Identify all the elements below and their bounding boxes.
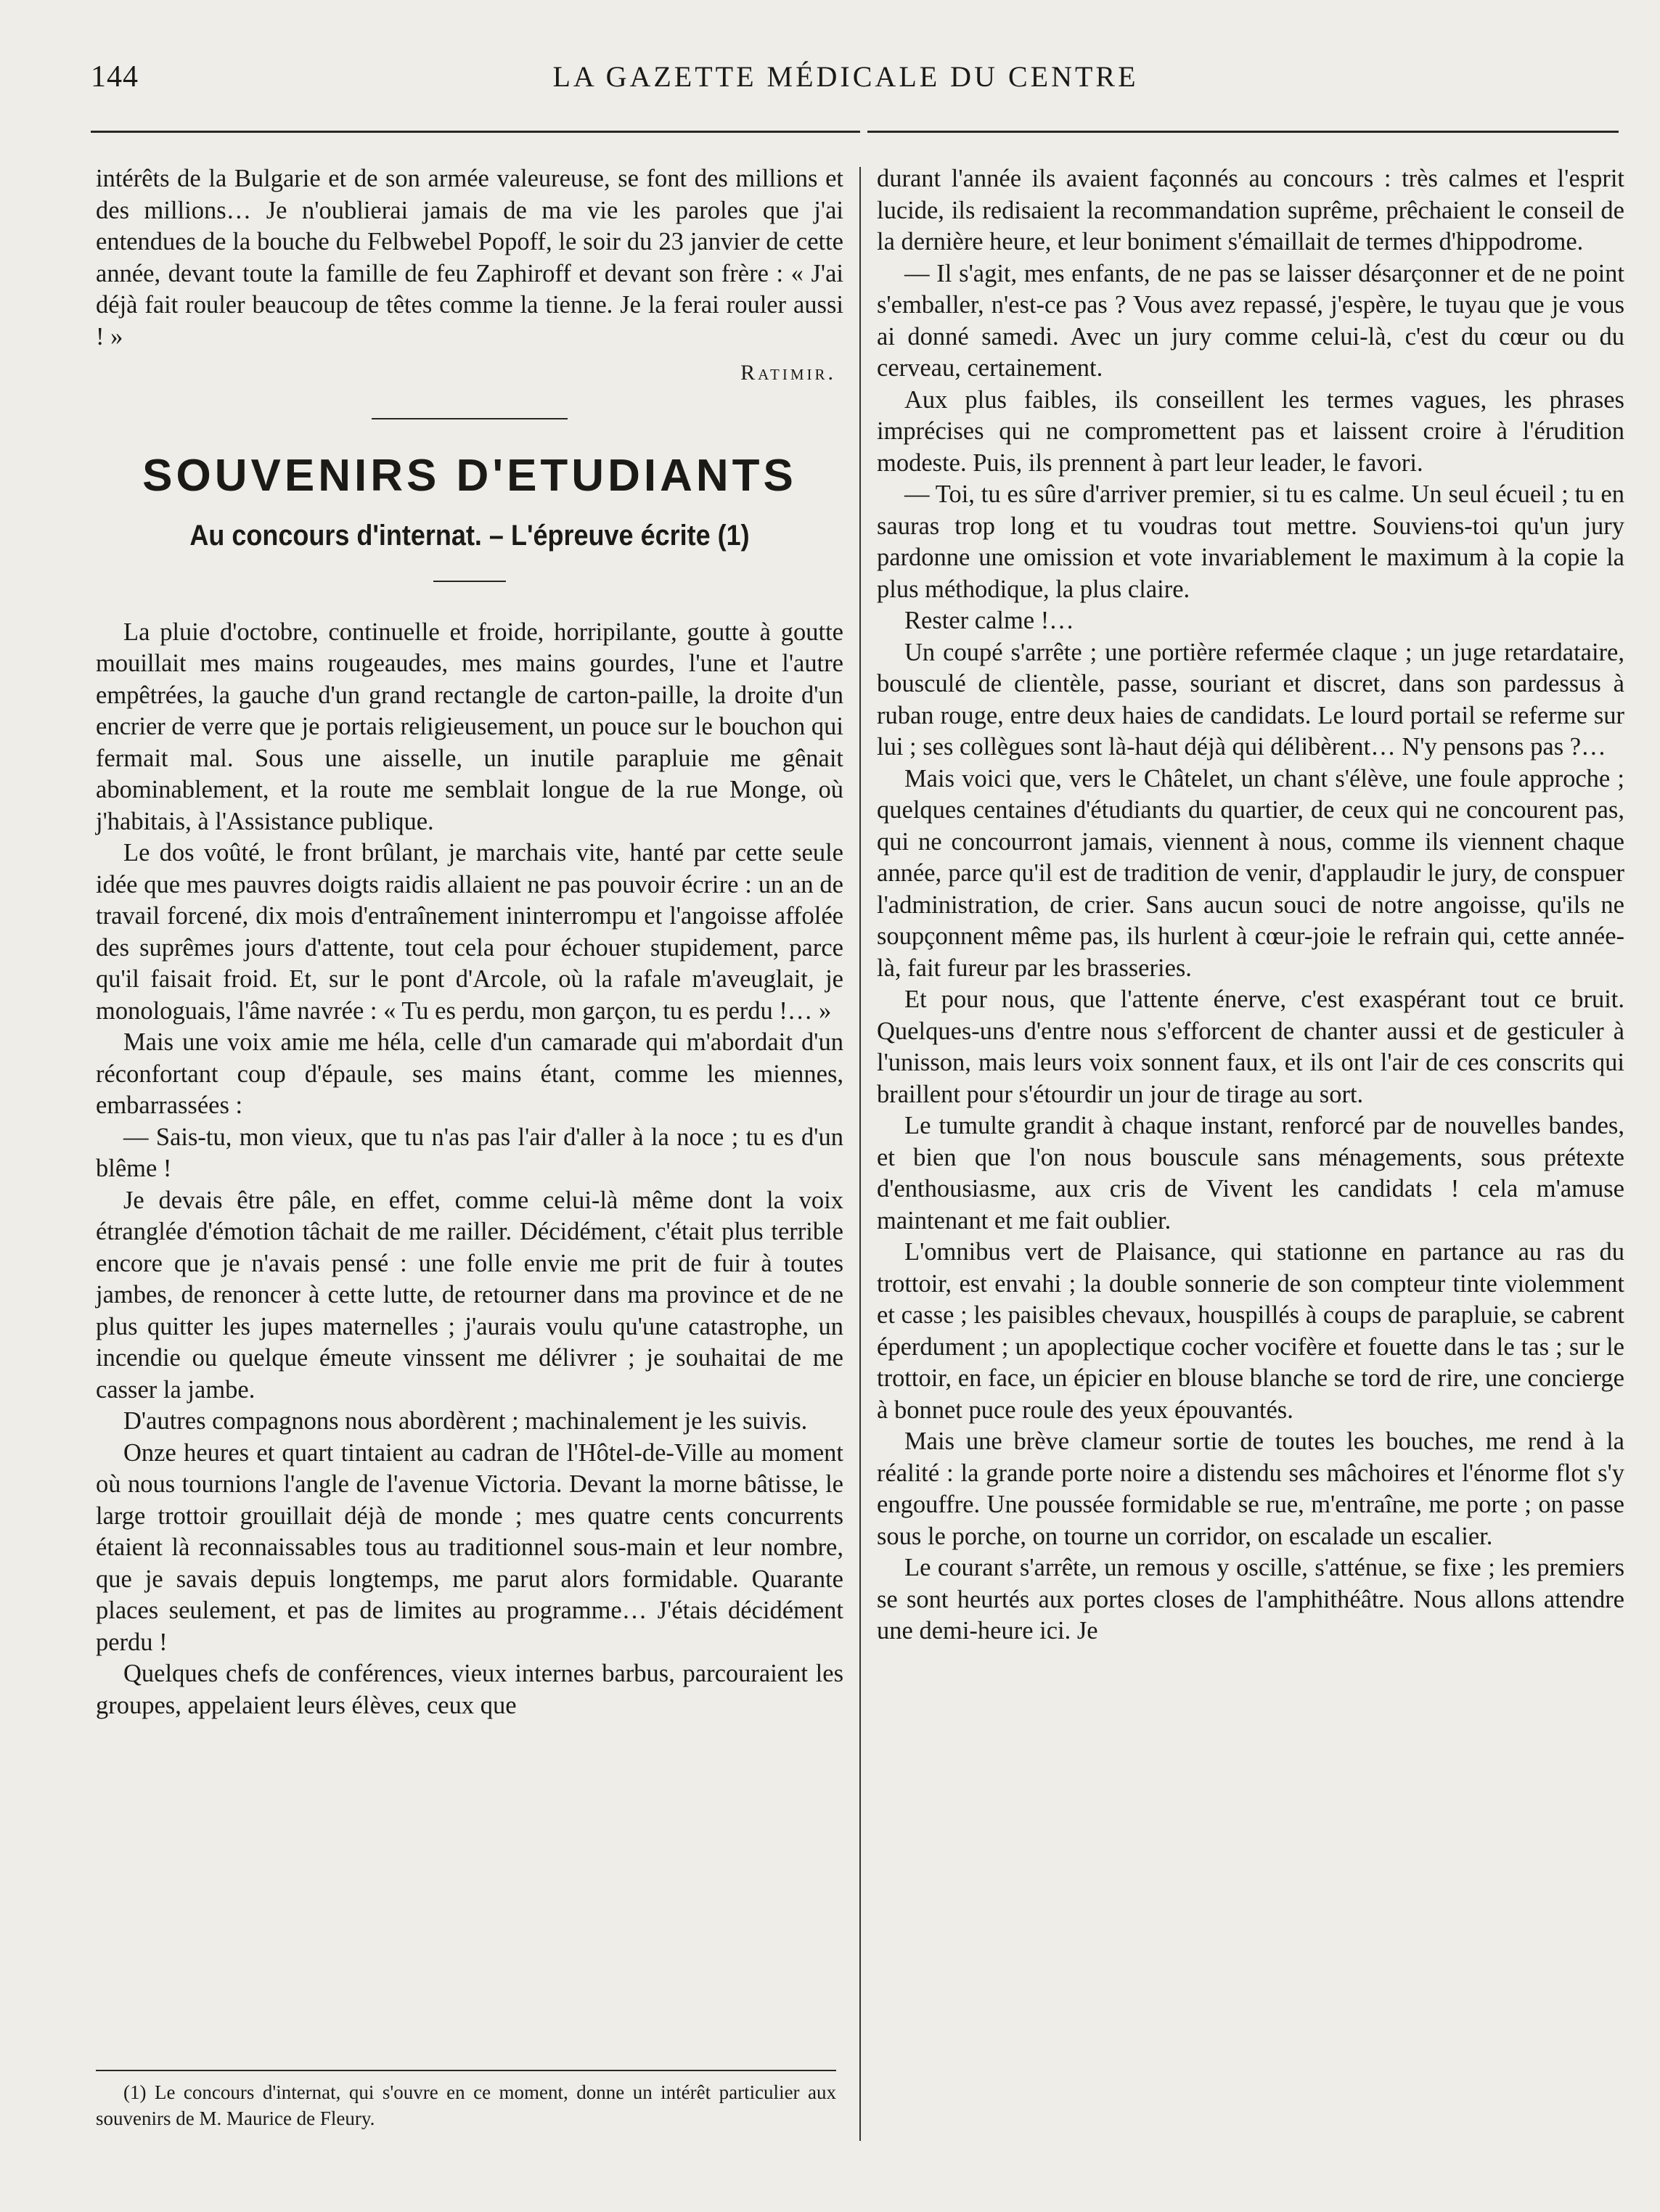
page-number: 144: [91, 60, 139, 94]
article-paragraph: Mais voici que, vers le Châtelet, un chant s'élève, une foule approche ; quelques centaines d'étudiants du quartier, de ceux qui ne concourent pas, qui ne concourront jamais, viennent à nous, comme ils viennent chaque année, parce qu'il est de tradition de venir, d'applaudir le jury, de conspuer l'administration, de crier. Sans aucun souci de notre angoisse, qu'ils ne soupçonnent même pas, ils hurlent à cœur-joie le refrain qui, cette année-là, fait fureur par les brasseries.: [877, 764, 1624, 982]
article-paragraph: Mais une brève clameur sortie de toutes les bouches, me rend à la réalité : la grande porte noire a distendu ses mâchoires et l'énorme flot s'y engouffre. Une poussée formidable se rue, m'entraîne, me porte ; on passe sous le porche, on tourne un corridor, on escalade un escalier.: [877, 1427, 1624, 1550]
article-paragraph: La pluie d'octobre, continuelle et froide, horripilante, goutte à goutte mouillait mes mains rougeaudes, mes mains gourdes, l'une et l'autre empêtrées, la gauche d'un grand rectangle de carton-paille, la droite d'un encrier de verre que je portais religieusement, un pouce sur le bouchon qui fermait mal. Sous une aisselle, un inutile parapluie me gênait abominablement, et la route me semblait longue de la rue Monge, où j'habitais, à l'Assistance publique.: [96, 618, 843, 835]
article-paragraph: Quelques chefs de conférences, vieux internes barbus, parcouraient les groupes, appelaient leurs élèves, ceux que: [96, 1660, 843, 1719]
article-subtitle: Au concours d'internat. – L'épreuve écrite (1): [189, 519, 750, 552]
title-separator: [433, 581, 506, 582]
column-divider: [859, 167, 861, 2141]
article-paragraph: D'autres compagnons nous abordèrent ; machinalement je les suivis.: [123, 1407, 808, 1435]
footnote-rule: [96, 2070, 836, 2071]
article-paragraph: Aux plus faibles, ils conseillent les termes vagues, les phrases imprécises qui ne compromettent pas et laissent croire à l'érudition modeste. Puis, ils prennent à part leur leader, le favori.: [877, 385, 1624, 477]
author-signature: Ratimir.: [740, 361, 836, 385]
article-paragraph: — Il s'agit, mes enfants, de ne pas se laisser désarçonner et de ne point s'emballer, n'est-ce pas ? Vous avez repassé, j'espère, le tuyau que je vous ai donné samedi. Avec un jury comme celui-là, c'est du cœur ou du cerveau, certainement.: [877, 259, 1624, 382]
article-paragraph: Onze heures et quart tintaient au cadran de l'Hôtel-de-Ville au moment où nous tournions l'angle de l'avenue Victoria. Devant la morne bâtisse, le large trottoir grouillait déjà de monde ; mes quatre cents concurrents étaient là reconnaissables tous au traditionnel sous-main et leur nombre, que je savais depuis longtemps, me parut alors formidable. Quarante places seulement, et pas de limites au programme… J'étais décidément perdu !: [96, 1438, 843, 1656]
footnote-text: (1) Le concours d'internat, qui s'ouvre en ce moment, donne un intérêt particulier aux souvenirs de M. Maurice de Fleury.: [96, 2081, 836, 2129]
section-separator: [372, 418, 568, 419]
article-paragraph: L'omnibus vert de Plaisance, qui stationne en partance au ras du trottoir, est envahi ; la double sonnerie de son compteur tinte violemment et casse ; les paisibles chevaux, houspillés à coups de parapluie, se cabrent éperdument ; un apoplectique cocher vocifère et fouette dans le tas ; sur le trottoir, en face, un épicier en blouse blanche se tord de rire, une concierge à bonnet puce roule des yeux épouvantés.: [877, 1238, 1624, 1424]
footnote: [96, 2079, 836, 2131]
right-column: [877, 163, 1624, 1647]
left-column: [96, 163, 843, 1721]
article-paragraph: — Sais-tu, mon vieux, que tu n'as pas l'air d'aller à la noce ; tu es d'un blême !: [96, 1123, 843, 1182]
article-paragraph: Et pour nous, que l'attente énerve, c'est exaspérant tout ce bruit. Quelques-uns d'entre nous s'efforcent de chanter aussi et de gesticuler à l'unisson, mais leurs voix sonnent faux, et ils ont l'air de ces conscrits qui braillent pour s'étourdir un jour de tirage au sort.: [877, 986, 1624, 1108]
previous-article-ending: intérêts de la Bulgarie et de son armée valeureuse, se font des millions et des millions… Je n'oublierai jamais de ma vie les paroles que j'ai entendues de la bouche du Felbwebel Popoff, le soir du 23 janvier de cette année, devant toute la famille de feu Zaphiroff et devant son frère : « J'ai déjà fait rouler beaucoup de têtes comme la tienne. Je la ferai rouler aussi ! »: [96, 165, 843, 351]
article-title: SOUVENIRS D'ETUDIANTS: [142, 450, 797, 501]
article-paragraph: Je devais être pâle, en effet, comme celui-là même dont la voix étranglée d'émotion tâchait de me railler. Décidément, c'était plus terrible encore que je n'avais pensé : une folle envie me prit de fuir à toutes jambes, de renoncer à cette lutte, de retourner dans ma province et de ne plus quitter les jupes maternelles ; j'aurais voulu qu'une catastrophe, un incendie ou quelque émeute vinssent me délivrer ; je souhaitai de me casser la jambe.: [96, 1186, 843, 1404]
article-paragraph: Un coupé s'arrête ; une portière refermée claque ; un juge retardataire, bousculé de clientèle, passe, souriant et discret, dans son pardessus à ruban rouge, entre deux haies de candidats. Le lourd portail se referme sur lui ; ses collègues sont là-haut déjà qui délibèrent… N'y pensons pas ?…: [877, 638, 1624, 761]
header-rule-left: [91, 131, 860, 133]
article-paragraph: Le dos voûté, le front brûlant, je marchais vite, hanté par cette seule idée que mes pauvres doigts raidis allaient ne pas pouvoir écrire : un an de travail forcené, dix mois d'entraînement ininterrompu et l'angoisse affolée des suprêmes jours d'attente, tout cela pour échouer stupidement, parce qu'il faisait froid. Et, sur le pont d'Arcole, où la rafale m'aveuglait, je monologuais, l'âme navrée : « Tu es perdu, mon garçon, tu es perdu !… »: [96, 839, 843, 1025]
article-paragraph: Mais une voix amie me héla, celle d'un camarade qui m'abordait d'un réconfortant coup d'épaule, ses mains étant, comme les miennes, embarrassées :: [96, 1028, 843, 1119]
article-paragraph: Rester calme !…: [904, 607, 1074, 634]
article-paragraph: Le tumulte grandit à chaque instant, renforcé par de nouvelles bandes, et bien que l'on nous bouscule sans ménagements, sous prétexte d'enthousiasme, aux cris de Vivent les candidats ! cela m'amuse maintenant et me fait oublier.: [877, 1112, 1624, 1234]
header-rule-right: [867, 131, 1619, 133]
article-paragraph: Le courant s'arrête, un remous y oscille, s'atténue, se fixe ; les premiers se sont heurtés aux portes closes de l'amphithéâtre. Nous allons attendre une demi-heure ici. Je: [877, 1554, 1624, 1644]
article-paragraph: — Toi, tu es sûre d'arriver premier, si tu es calme. Un seul écueil ; tu en sauras trop long et tu voudras tout mettre. Souviens-toi qu'un jury pardonne une omission et vote invariablement le maximum à la copie la plus méthodique, la plus claire.: [877, 480, 1624, 603]
article-paragraph: durant l'année ils avaient façonnés au concours : très calmes et l'esprit lucide, ils redisaient la recommandation suprême, prêchaient le conseil de la dernière heure, et leur boniment s'émaillait de termes d'hippodrome.: [877, 165, 1624, 255]
page-header: [91, 60, 1600, 103]
running-head: LA GAZETTE MÉDICALE DU CENTRE: [552, 60, 1139, 93]
